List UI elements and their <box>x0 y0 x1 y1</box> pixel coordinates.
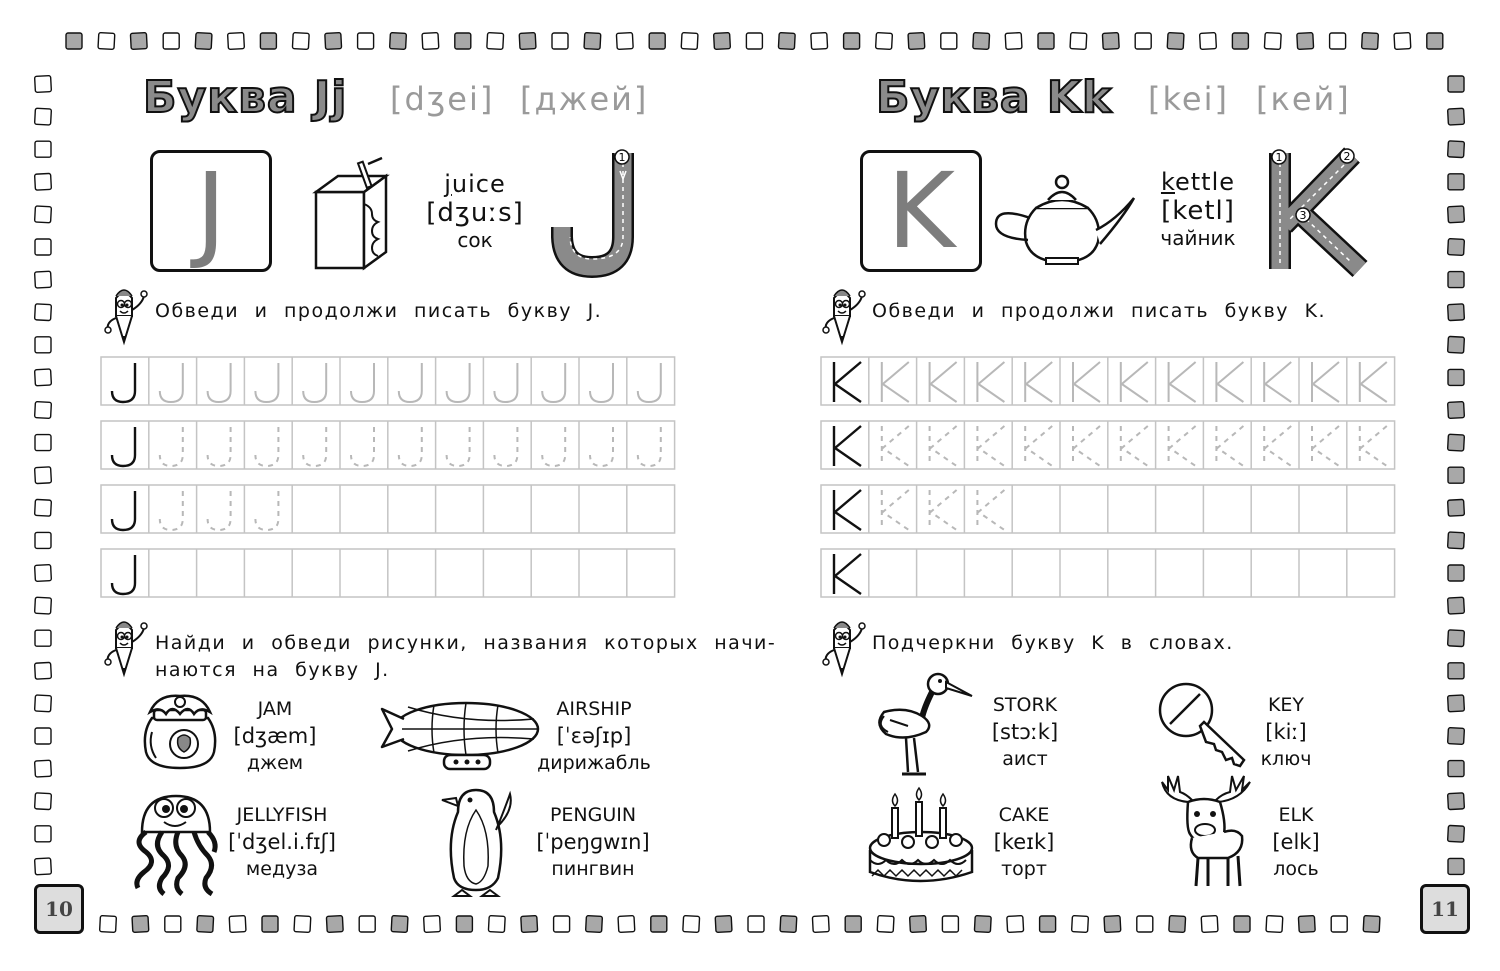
picture-translation: пингвин <box>551 858 635 880</box>
border-square <box>35 499 52 516</box>
transcription-english: [dʒei] <box>390 80 495 118</box>
border-square <box>1104 916 1121 933</box>
word-translation: сок <box>457 228 493 252</box>
letter-card-letter: K <box>886 150 956 272</box>
border-square <box>552 33 568 49</box>
picture-label-penguin <box>530 802 656 883</box>
border-square <box>1448 728 1465 745</box>
jam-jar-icon <box>138 692 222 772</box>
penguin-icon <box>436 786 516 898</box>
border-square <box>1448 793 1465 810</box>
picture-transcription: [ˈɛəʃɪp] <box>556 724 632 748</box>
border-square <box>1448 597 1465 614</box>
border-square <box>748 916 764 932</box>
border-square <box>1330 33 1346 49</box>
border-square <box>1264 33 1281 50</box>
border-square <box>35 173 52 190</box>
border-square <box>1448 434 1465 451</box>
border-square <box>358 33 374 49</box>
border-square <box>1298 916 1315 933</box>
border-square <box>1363 916 1380 933</box>
picture-translation: ключ <box>1260 748 1312 770</box>
border-square <box>715 916 732 933</box>
transcription-english: [kei] <box>1148 80 1229 118</box>
instruction-find-line2: наются на букву J. <box>155 659 390 681</box>
writing-row[interactable] <box>821 421 1395 469</box>
border-square <box>1234 916 1250 932</box>
picture-translation: аист <box>1002 748 1048 770</box>
border-square <box>1169 916 1186 933</box>
writing-row[interactable] <box>101 549 675 597</box>
word-first-letter: k <box>1160 168 1175 196</box>
border-square <box>780 916 797 933</box>
border-square <box>1427 33 1443 49</box>
border-square <box>908 33 925 50</box>
border-square <box>98 33 115 50</box>
border-square <box>262 916 278 932</box>
border-square <box>130 33 147 50</box>
border-square <box>521 916 538 933</box>
border-square <box>811 33 828 50</box>
border-square <box>1007 916 1024 933</box>
border-square <box>618 916 635 933</box>
border-square <box>163 33 179 49</box>
picture-transcription: [keɪk] <box>993 830 1055 854</box>
picture-transcription: [ˈpeŋɡwɪn] <box>536 830 650 854</box>
pencil-mascot-icon <box>100 286 148 346</box>
picture-label-key <box>1254 692 1318 773</box>
border-square <box>1167 33 1184 50</box>
border-square <box>424 916 441 933</box>
border-square <box>1448 499 1465 516</box>
border-square <box>812 916 829 933</box>
border-square <box>229 916 246 933</box>
border-square <box>488 916 505 933</box>
border-square <box>35 435 51 451</box>
border-square <box>1201 916 1218 933</box>
word-transcription: [dʒuːs] <box>426 198 524 228</box>
border-square <box>1448 825 1465 842</box>
picture-translation: лось <box>1273 858 1319 880</box>
border-square <box>35 304 52 321</box>
stroke-number: 1 <box>618 151 626 164</box>
key-icon <box>1156 680 1250 772</box>
border-square <box>66 33 82 49</box>
word-translation: чайник <box>1160 226 1236 250</box>
cake-icon <box>862 790 980 890</box>
border-square <box>35 565 52 582</box>
border-square <box>554 916 570 932</box>
border-square <box>1102 33 1119 50</box>
border-square <box>584 33 601 50</box>
border-square <box>132 916 149 933</box>
instruction-trace: Обведи и продолжи писать букву J. <box>155 300 603 322</box>
border-square <box>195 33 212 50</box>
picture-word: AIRSHIP <box>556 698 632 720</box>
border-square <box>1331 916 1347 932</box>
border-square <box>941 33 957 49</box>
border-square <box>1448 695 1465 712</box>
border-square <box>746 33 762 49</box>
border-square <box>325 33 342 50</box>
word-card <box>408 170 542 252</box>
writing-grid-k <box>818 354 1396 600</box>
border-square <box>649 33 665 49</box>
border-square <box>1040 916 1056 932</box>
page-number: 11 <box>1420 884 1470 934</box>
writing-row[interactable] <box>101 421 675 469</box>
pencil-mascot-icon <box>100 618 148 678</box>
border-square <box>35 858 52 875</box>
kettle-icon <box>992 170 1140 266</box>
border-square <box>1448 206 1465 223</box>
border-square <box>292 33 309 50</box>
word-first-letter: j <box>444 170 452 198</box>
border-square <box>391 916 408 933</box>
letter-card <box>150 150 272 272</box>
border-square <box>1362 33 1379 50</box>
border-square <box>1448 761 1464 777</box>
border-square <box>228 33 245 50</box>
page-title: Буква Jj <box>143 72 348 123</box>
picture-word: STORK <box>992 694 1058 716</box>
stork-icon <box>870 668 974 780</box>
border-square <box>1137 916 1153 932</box>
word-rest: uice <box>451 170 506 198</box>
border-square <box>683 916 700 933</box>
picture-label-airship <box>532 696 656 777</box>
writing-row[interactable] <box>101 357 675 405</box>
border-square <box>455 33 471 49</box>
writing-row[interactable] <box>821 357 1395 405</box>
letter-card <box>860 150 982 272</box>
border-square <box>35 206 52 223</box>
transcription-russian: [кей] <box>1256 80 1351 118</box>
picture-word: JELLYFISH <box>236 804 328 826</box>
border-square <box>1135 33 1151 49</box>
picture-transcription: [kiː] <box>1265 720 1307 744</box>
stroke-order-letter-j <box>550 145 645 275</box>
border-square <box>35 369 52 386</box>
border-square <box>1448 467 1464 483</box>
border-square <box>35 467 52 484</box>
border-square <box>973 33 990 50</box>
border-square <box>359 916 375 932</box>
border-square <box>1448 402 1465 419</box>
border-square <box>390 33 407 50</box>
picture-transcription: [stɔːk] <box>991 720 1059 744</box>
picture-label-elk <box>1266 802 1326 883</box>
picture-word: ELK <box>1278 804 1314 826</box>
transcription-russian: [джей] <box>520 80 649 118</box>
word-transcription: [ketl] <box>1161 196 1235 226</box>
picture-translation: джем <box>246 752 304 774</box>
border-square <box>1448 336 1465 353</box>
picture-word: KEY <box>1267 694 1305 716</box>
border-square <box>35 76 52 93</box>
writing-row[interactable] <box>101 485 675 533</box>
border-square <box>714 33 731 50</box>
border-square <box>35 271 52 288</box>
stroke-number-2: 2 <box>1343 150 1351 163</box>
border-square <box>1038 33 1054 49</box>
instruction-underline: Подчеркни букву K в словах. <box>872 632 1234 654</box>
border-square <box>974 916 991 933</box>
picture-transcription: [elk] <box>1272 830 1320 854</box>
border-square <box>35 532 51 548</box>
border-square <box>100 916 117 933</box>
border-square <box>651 916 667 932</box>
border-square <box>681 33 698 50</box>
elk-icon <box>1158 772 1258 890</box>
border-square <box>942 916 958 932</box>
page-number: 10 <box>34 884 84 934</box>
border-square <box>35 728 51 744</box>
border-square <box>487 33 504 50</box>
letter-card-letter: J <box>195 150 227 272</box>
border-square <box>1232 33 1248 49</box>
border-square <box>35 239 51 255</box>
page-title: Буква Kk <box>876 72 1113 123</box>
border-square <box>877 916 894 933</box>
border-square <box>35 826 51 842</box>
border-square <box>422 33 439 50</box>
border-square <box>35 793 52 810</box>
writing-row[interactable] <box>821 549 1395 597</box>
border-square <box>1200 33 1217 50</box>
border-square <box>35 402 52 419</box>
border-square <box>778 33 795 50</box>
writing-row[interactable] <box>821 485 1395 533</box>
picture-transcription: [ˈdʒel.i.fɪʃ] <box>228 830 336 854</box>
border-square <box>844 33 860 49</box>
word-card <box>1150 168 1246 250</box>
border-square <box>35 597 52 614</box>
border-square <box>1448 858 1464 874</box>
border-square <box>586 916 603 933</box>
border-square <box>456 916 472 932</box>
instruction-find-line1: Найди и обведи рисунки, названия которых начи- <box>155 632 777 654</box>
picture-word: PENGUIN <box>549 804 637 826</box>
border-square <box>326 916 343 933</box>
border-square <box>1266 916 1283 933</box>
border-square <box>35 630 51 646</box>
border-square <box>1448 369 1464 385</box>
border-square <box>1448 76 1464 92</box>
border-square <box>1448 532 1465 549</box>
picture-label-jellyfish <box>222 802 342 883</box>
border-square <box>35 662 52 679</box>
border-square <box>910 916 927 933</box>
border-square <box>1070 33 1087 50</box>
border-square <box>845 916 861 932</box>
picture-translation: медуза <box>245 858 319 880</box>
picture-transcription: [dʒæm] <box>233 724 317 748</box>
word-rest: ettle <box>1175 168 1236 196</box>
border-square <box>1448 663 1464 679</box>
jellyfish-icon <box>128 790 224 900</box>
airship-icon <box>374 695 542 775</box>
stroke-number-3: 3 <box>1299 209 1307 222</box>
border-square <box>1297 33 1314 50</box>
picture-label-jam <box>220 696 330 777</box>
border-square <box>1394 33 1411 50</box>
pencil-mascot-icon <box>818 286 866 346</box>
juice-box-icon <box>312 160 392 272</box>
picture-word: JAM <box>257 698 293 720</box>
border-square <box>294 916 311 933</box>
border-square <box>1448 108 1465 125</box>
border-square <box>1448 304 1465 321</box>
border-square <box>519 33 536 50</box>
border-square <box>35 108 52 125</box>
border-square <box>876 33 893 50</box>
border-square <box>1005 33 1022 50</box>
picture-word: CAKE <box>998 804 1050 826</box>
writing-grid-j <box>98 354 676 600</box>
border-square <box>1072 916 1089 933</box>
border-square <box>1448 141 1465 158</box>
border-square <box>35 337 51 353</box>
stroke-order-letter-k <box>1264 145 1376 275</box>
picture-translation: дирижабль <box>537 752 651 774</box>
pencil-mascot-icon <box>818 618 866 678</box>
instruction-trace: Обведи и продолжи писать букву K. <box>872 300 1327 322</box>
border-square <box>1448 239 1465 256</box>
border-square <box>35 760 52 777</box>
stroke-number-1: 1 <box>1275 151 1283 164</box>
border-square <box>197 916 214 933</box>
border-square <box>35 141 51 157</box>
border-square <box>260 33 276 49</box>
picture-translation: торт <box>1001 858 1047 880</box>
border-square <box>1448 174 1464 190</box>
border-square <box>616 33 633 50</box>
picture-label-cake <box>984 802 1064 883</box>
border-square <box>1448 272 1464 288</box>
border-square <box>165 916 181 932</box>
border-square <box>1448 630 1465 647</box>
border-square <box>35 695 52 712</box>
border-square <box>1448 565 1464 581</box>
picture-label-stork <box>978 692 1072 773</box>
